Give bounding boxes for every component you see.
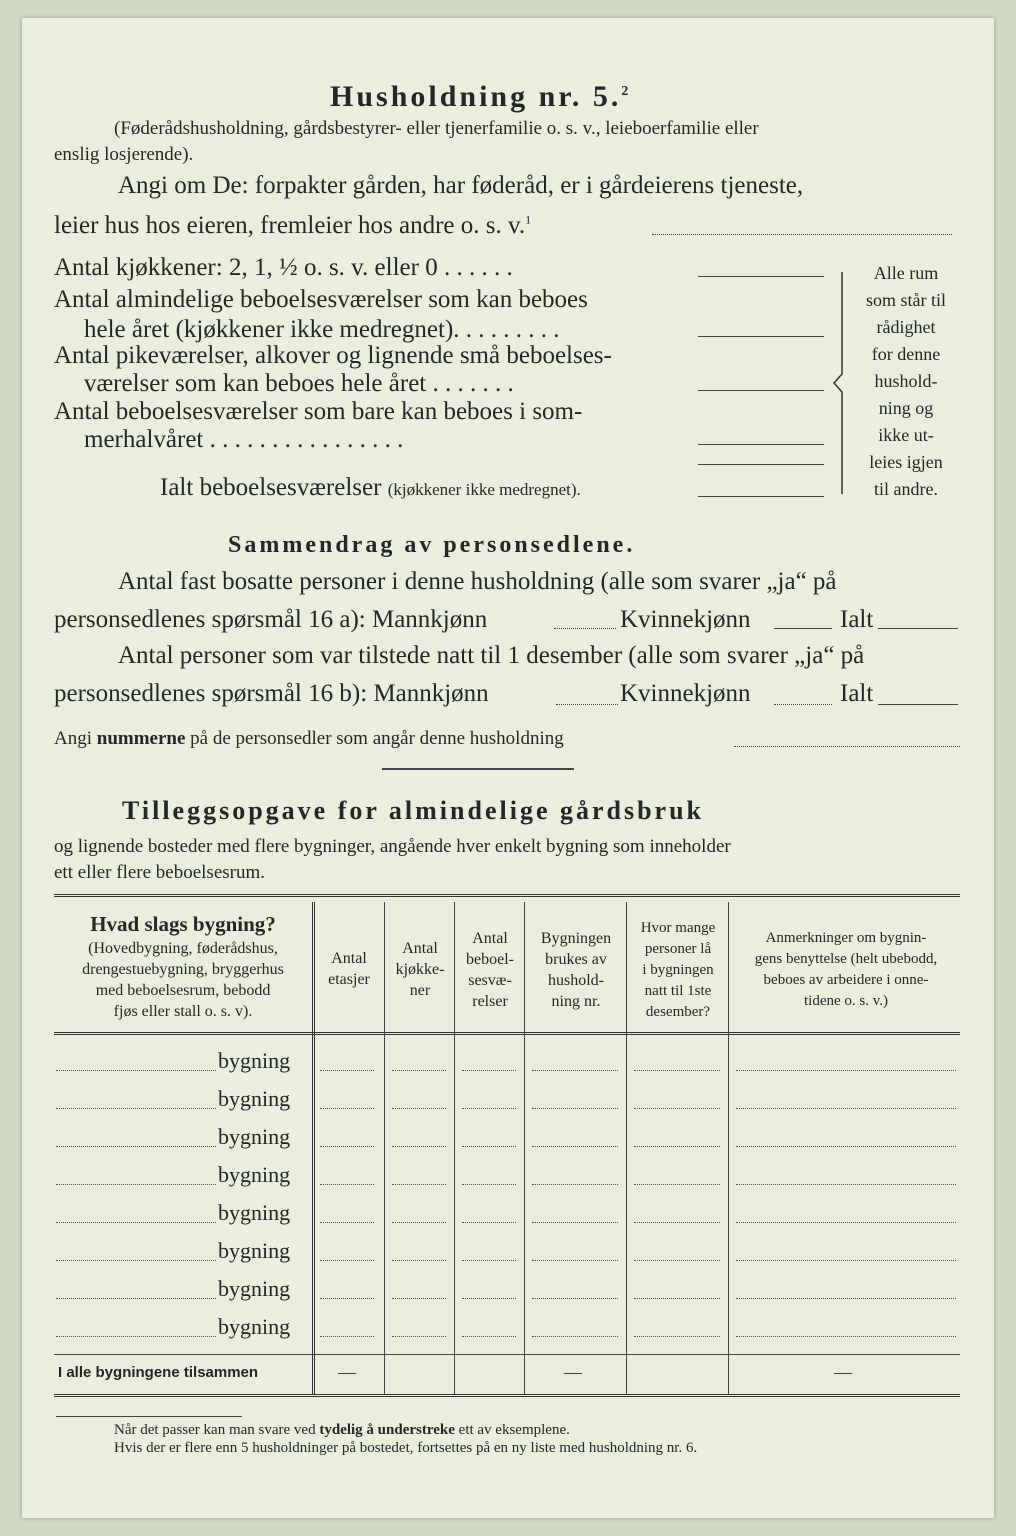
table-cell-field[interactable] — [532, 1298, 618, 1299]
summary-present-line-2: personsedlenes spørsmål 16 b): Mannkjønn — [54, 680, 489, 707]
summer-rooms-answer-line[interactable] — [698, 444, 824, 445]
col-divider — [524, 902, 525, 1394]
table-cell-field[interactable] — [462, 1108, 516, 1109]
building-type-field[interactable] — [56, 1222, 216, 1223]
col-household-header: Bygningen brukes av hushold- ning nr. — [540, 930, 612, 1010]
table-cell-field[interactable] — [320, 1070, 374, 1071]
angi-answer-line[interactable] — [652, 234, 952, 235]
summer-rooms-label-1: Antal beboelsesværelser som bare kan beboes i som- — [54, 398, 583, 425]
total-rooms-answer-line[interactable] — [698, 496, 824, 497]
col-divider — [728, 902, 729, 1394]
brace-icon — [830, 270, 850, 496]
table-cell-field[interactable] — [736, 1222, 956, 1223]
table-cell-field[interactable] — [634, 1146, 720, 1147]
present-female-field[interactable] — [774, 704, 832, 705]
table-cell-field[interactable] — [532, 1260, 618, 1261]
ordinary-rooms-label-1: Antal almindelige beboelsesværelser som kan beboes — [54, 286, 588, 313]
table-cell-field[interactable] — [320, 1260, 374, 1261]
col-remarks-header: Anmerkninger om bygnin- gens benyttelse (helt ubebodd, beboes av arbeidere i onne- tidene o. s. v.) — [754, 930, 938, 1009]
row-label: bygning — [218, 1162, 291, 1187]
section-divider — [382, 768, 574, 770]
table-cell-field[interactable] — [392, 1184, 446, 1185]
building-type-field[interactable] — [56, 1146, 216, 1147]
maids-rooms-label-1: Antal pikeværelser, alkover og lignende små beboelses- — [54, 342, 612, 369]
fast-total-label: Ialt — [840, 606, 874, 633]
table-cell-field[interactable] — [634, 1222, 720, 1223]
present-total-label: Ialt — [840, 680, 874, 707]
present-male-field[interactable] — [556, 704, 618, 705]
ordinary-rooms-answer-line[interactable] — [698, 336, 824, 337]
building-type-field[interactable] — [56, 1070, 216, 1071]
table-cell-field[interactable] — [320, 1108, 374, 1109]
table-cell-field[interactable] — [320, 1184, 374, 1185]
row-label: bygning — [218, 1200, 291, 1225]
col-divider — [454, 902, 455, 1394]
table-cell-field[interactable] — [320, 1146, 374, 1147]
supplement-title: Tilleggsopgave for almindelige gårdsbruk — [122, 796, 705, 825]
table-cell-field[interactable] — [462, 1336, 516, 1337]
total-rooms-label: Ialt beboelsesværelser (kjøkkener ikke medregnet). — [160, 474, 581, 501]
table-cell-field[interactable] — [392, 1336, 446, 1337]
table-bottom-rule — [54, 1394, 960, 1397]
present-female-label: Kvinnekjønn — [620, 680, 751, 707]
table-cell-field[interactable] — [532, 1184, 618, 1185]
table-cell-field[interactable] — [736, 1070, 956, 1071]
table-cell-field[interactable] — [736, 1146, 956, 1147]
footnote-1: Når det passer kan man svare ved tydelig å understreke ett av eksemplene. — [114, 1422, 570, 1438]
row-label: bygning — [218, 1048, 291, 1073]
ordinary-rooms-label-2: hele året (kjøkkener ikke medregnet). . . . . . . . . — [84, 316, 560, 343]
col-rooms-header: Antal beboel- sesvæ- relser — [466, 930, 514, 1010]
table-cell-field[interactable] — [462, 1298, 516, 1299]
table-cell-field[interactable] — [462, 1184, 516, 1185]
col-building-title: Hvad slags bygning? — [90, 912, 276, 936]
total-household-dash: — — [564, 1362, 582, 1382]
row-label: bygning — [218, 1086, 291, 1111]
table-cell-field[interactable] — [462, 1070, 516, 1071]
angi-numbers-label: Angi nummerne på de personsedler som angår denne husholdning — [54, 728, 564, 749]
row-label: bygning — [218, 1276, 291, 1301]
table-cell-field[interactable] — [462, 1260, 516, 1261]
row-label: bygning — [218, 1314, 291, 1339]
angi-line-1: Angi om De: forpakter gården, har føderåd, er i gårdeierens tjeneste, — [118, 172, 804, 199]
table-cell-field[interactable] — [320, 1298, 374, 1299]
table-cell-field[interactable] — [462, 1222, 516, 1223]
fast-male-field[interactable] — [554, 628, 616, 629]
footnote-2: Hvis der er flere enn 5 husholdninger på bostedet, fortsettes på en ny liste med husholdning nr. 6. — [114, 1440, 698, 1456]
table-cell-field[interactable] — [634, 1184, 720, 1185]
household-title: Husholdning nr. 5.$^2$ — [330, 80, 632, 113]
summary-fast-line-1: Antal fast bosatte personer i denne husholdning (alle som svarer „ja“ på — [118, 568, 837, 595]
table-cell-field[interactable] — [634, 1070, 720, 1071]
table-cell-field[interactable] — [634, 1260, 720, 1261]
row-label: bygning — [218, 1124, 291, 1149]
table-total-top-rule — [54, 1354, 960, 1355]
col-building-subtitle: (Hovedbygning, føderådshus, drengestuebygning, bryggerhus med beboelsesrum, bebodd fjøs eller stall o. s. v). — [82, 940, 284, 1020]
building-type-field[interactable] — [56, 1298, 216, 1299]
col-kitchens-header: Antal kjøkke- ner — [395, 940, 445, 999]
angi-numbers-field[interactable] — [734, 746, 960, 747]
table-cell-field[interactable] — [634, 1336, 720, 1337]
kitchens-answer-line[interactable] — [698, 276, 824, 277]
maids-rooms-answer-line[interactable] — [698, 390, 824, 391]
summary-title: Sammendrag av personsedlene. — [228, 532, 636, 558]
summer-rooms-label-2: merhalvåret . . . . . . . . . . . . . . . . — [84, 426, 404, 453]
building-type-field[interactable] — [56, 1184, 216, 1185]
table-header-rule — [54, 1032, 960, 1035]
household-subtitle-2: enslig losjerende). — [54, 144, 194, 165]
table-cell-field[interactable] — [736, 1184, 956, 1185]
kitchens-label: Antal kjøkkener: 2, 1, ½ o. s. v. eller 0 . . . . . . — [54, 254, 513, 281]
present-total-field[interactable] — [878, 704, 958, 705]
building-type-field[interactable] — [56, 1336, 216, 1337]
census-form-page — [22, 18, 994, 1518]
table-cell-field[interactable] — [532, 1222, 618, 1223]
table-cell-field[interactable] — [634, 1298, 720, 1299]
table-cell-field[interactable] — [532, 1146, 618, 1147]
table-cell-field[interactable] — [532, 1070, 618, 1071]
supplement-desc-2: ett eller flere beboelsesrum. — [54, 862, 266, 883]
table-cell-field[interactable] — [736, 1336, 956, 1337]
row-label: bygning — [218, 1238, 291, 1263]
table-cell-field[interactable] — [736, 1108, 956, 1109]
total-floors-dash: — — [338, 1362, 356, 1382]
fast-female-field[interactable] — [774, 628, 832, 629]
table-top-rule — [54, 894, 960, 897]
summer-rooms-rule — [698, 464, 824, 465]
col-divider — [626, 902, 627, 1394]
household-subtitle-1: (Føderådshusholdning, gårdsbestyrer- eller tjenerfamilie o. s. v., leieboerfamilie eller — [114, 118, 759, 139]
col-divider — [384, 902, 385, 1394]
table-cell-field[interactable] — [392, 1222, 446, 1223]
table-cell-field[interactable] — [320, 1222, 374, 1223]
table-cell-field[interactable] — [320, 1336, 374, 1337]
summary-present-line-1: Antal personer som var tilstede natt til 1 desember (alle som svarer „ja“ på — [118, 642, 865, 669]
total-remarks-dash: — — [834, 1362, 852, 1382]
building-type-field[interactable] — [56, 1260, 216, 1261]
col-floors-header: Antal etasjer — [328, 950, 370, 988]
col-persons-header: Hvor mange personer lå i bygningen natt til 1ste desember? — [640, 920, 716, 1020]
supplement-desc-1: og lignende bosteder med flere bygninger, angående hver enkelt bygning som inneholder — [54, 836, 731, 857]
side-note: Alle rum som står til rådighet for denne hushold- ning og ikke ut- leies igjen til andre. — [866, 263, 946, 499]
footnote-rule — [56, 1416, 242, 1417]
table-cell-field[interactable] — [392, 1298, 446, 1299]
total-row-label: I alle bygningene tilsammen — [58, 1364, 259, 1381]
summary-fast-line-2: personsedlenes spørsmål 16 a): Mannkjønn — [54, 606, 488, 633]
fast-total-field[interactable] — [878, 628, 958, 629]
table-cell-field[interactable] — [532, 1108, 618, 1109]
table-cell-field[interactable] — [532, 1336, 618, 1337]
table-cell-field[interactable] — [736, 1298, 956, 1299]
table-cell-field[interactable] — [392, 1146, 446, 1147]
table-cell-field[interactable] — [392, 1260, 446, 1261]
table-cell-field[interactable] — [462, 1146, 516, 1147]
table-cell-field[interactable] — [634, 1108, 720, 1109]
fast-female-label: Kvinnekjønn — [620, 606, 751, 633]
building-type-field[interactable] — [56, 1108, 216, 1109]
maids-rooms-label-2: værelser som kan beboes hele året . . . . . . . — [84, 370, 514, 397]
table-cell-field[interactable] — [736, 1260, 956, 1261]
table-cell-field[interactable] — [392, 1108, 446, 1109]
table-cell-field[interactable] — [392, 1070, 446, 1071]
angi-line-2: leier hus hos eieren, fremleier hos andre o. s. v.$^1$ — [54, 212, 532, 239]
